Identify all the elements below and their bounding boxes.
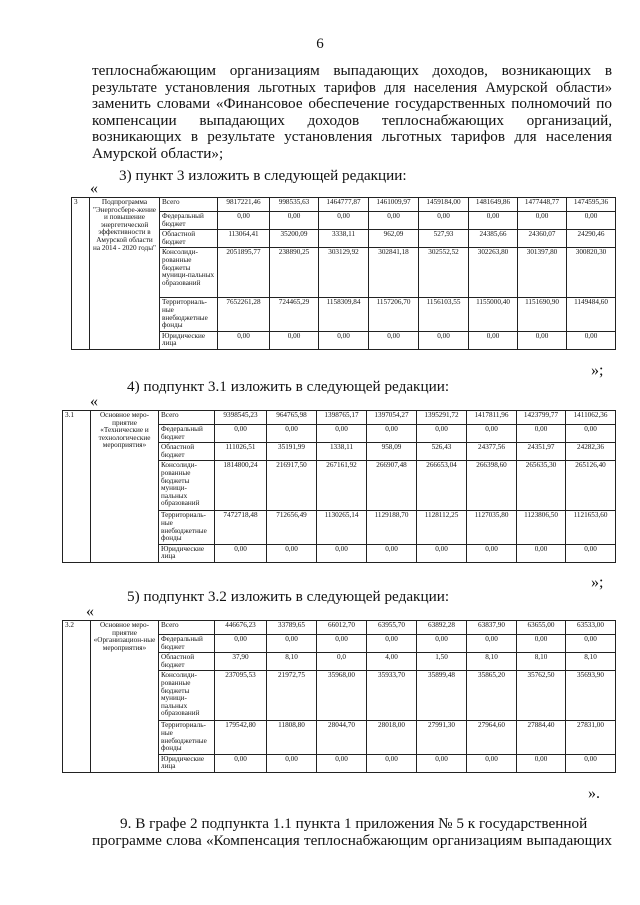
funding-value: 35762,50 [517, 671, 566, 721]
funding-value: 0,00 [218, 212, 270, 230]
funding-value: 63837,90 [467, 621, 517, 635]
funding-value: 1423799,77 [517, 411, 566, 425]
funding-value: 0,00 [267, 754, 317, 772]
funding-source-label: Территориаль-ные внебюджетные фонды [160, 298, 218, 331]
funding-source-label: Консолиди-рованные бюджеты муници-пальных образований [159, 461, 215, 511]
funding-value: 37,90 [215, 653, 267, 671]
program-name: Подпрограмма "Энергосбере-жение и повышение энергетической эффективности в Амурской области на 2014 - 2020 годы" [90, 198, 160, 350]
funding-value: 24377,56 [467, 443, 517, 461]
funding-value: 0,00 [417, 754, 467, 772]
funding-value: 958,09 [367, 443, 417, 461]
funding-value: 1129188,70 [367, 511, 417, 544]
funding-value: 1158309,84 [319, 298, 369, 331]
funding-value: 63892,28 [417, 621, 467, 635]
funding-source-label: Федеральный бюджет [159, 635, 215, 653]
funding-value: 266398,60 [467, 461, 517, 511]
funding-value: 0,00 [417, 635, 467, 653]
funding-value: 1128112,25 [417, 511, 467, 544]
funding-source-label: Всего [160, 198, 218, 212]
funding-value: 66012,70 [317, 621, 367, 635]
funding-value: 113064,41 [218, 230, 270, 248]
funding-value: 33789,65 [267, 621, 317, 635]
funding-value: 302841,18 [369, 248, 419, 298]
funding-value: 0,00 [517, 425, 566, 443]
funding-value: 2051895,77 [218, 248, 270, 298]
intro-line: Амурской области»; [92, 144, 224, 162]
funding-source-label: Юридические лица [159, 754, 215, 772]
funding-value: 8,10 [267, 653, 317, 671]
funding-value: 0,00 [369, 331, 419, 349]
funding-value: 35693,90 [566, 671, 616, 721]
funding-source-label: Областной бюджет [159, 653, 215, 671]
funding-value: 266653,04 [417, 461, 467, 511]
funding-value: 0,00 [215, 425, 267, 443]
funding-value: 962,09 [369, 230, 419, 248]
program-name: Основное меро-приятие «Организацион-ные мероприятия» [91, 621, 159, 773]
funding-value: 0,00 [215, 635, 267, 653]
funding-value: 24351,97 [517, 443, 566, 461]
funding-value: 63533,00 [566, 621, 616, 635]
funding-value: 0,00 [567, 331, 616, 349]
funding-value: 63955,70 [367, 621, 417, 635]
funding-value: 35968,00 [317, 671, 367, 721]
table-row [63, 411, 616, 425]
intro-line: возникающих в результате установления льготных тарифов для населения [92, 128, 612, 145]
funding-value: 1397054,27 [367, 411, 417, 425]
funding-value: 0,00 [517, 754, 566, 772]
funding-value: 1395291,72 [417, 411, 467, 425]
funding-value: 9817221,46 [218, 198, 270, 212]
funding-value: 266907,48 [367, 461, 417, 511]
funding-value: 7652261,28 [218, 298, 270, 331]
funding-value: 4,00 [367, 653, 417, 671]
funding-value: 35899,48 [417, 671, 467, 721]
intro-line: заменить словами «Финансовое обеспечение государственных полномочий по [92, 95, 612, 112]
funding-value: 238890,25 [270, 248, 319, 298]
funding-value: 0,00 [518, 212, 567, 230]
funding-value: 446676,23 [215, 621, 267, 635]
item4-heading: 4) подпункт 3.1 изложить в следующей редакции: [127, 378, 450, 395]
funding-source-label: Всего [159, 411, 215, 425]
funding-value: 11808,80 [267, 721, 317, 754]
funding-value: 0,00 [469, 212, 518, 230]
funding-value: 1398765,17 [317, 411, 367, 425]
funding-value: 0,00 [469, 331, 518, 349]
row-index: 3.2 [63, 621, 91, 773]
funding-value: 24282,36 [566, 443, 616, 461]
funding-value: 8,10 [467, 653, 517, 671]
row-index: 3.1 [63, 411, 91, 563]
funding-value: 237095,53 [215, 671, 267, 721]
funding-value: 724465,29 [270, 298, 319, 331]
funding-value: 1151690,90 [518, 298, 567, 331]
funding-value: 0,00 [367, 754, 417, 772]
funding-value: 35200,09 [270, 230, 319, 248]
item5-heading: 5) подпункт 3.2 изложить в следующей редакции: [127, 588, 450, 605]
funding-value: 265635,30 [517, 461, 566, 511]
funding-value: 0,00 [270, 212, 319, 230]
funding-value: 964765,98 [267, 411, 317, 425]
funding-value: 0,00 [417, 425, 467, 443]
funding-source-label: Юридические лица [160, 331, 218, 349]
quote-close-3: ». [588, 785, 600, 802]
funding-value: 0,00 [267, 425, 317, 443]
funding-value: 0,00 [566, 425, 616, 443]
quote-open-3: « [86, 603, 94, 620]
funding-value: 3338,11 [319, 230, 369, 248]
funding-source-label: Юридические лица [159, 544, 215, 562]
funding-value: 526,43 [417, 443, 467, 461]
intro-paragraph [92, 63, 612, 162]
funding-value: 0,00 [417, 544, 467, 562]
funding-value: 1127035,80 [467, 511, 517, 544]
quote-close-1: »; [591, 362, 604, 379]
intro-line: теплоснабжающим организациям выпадающих доходов, возникающих в [92, 62, 612, 79]
final-line: 9. В графе 2 подпункта 1.1 пункта 1 приложения № 5 к государственной [120, 815, 588, 832]
funding-value: 301397,80 [518, 248, 567, 298]
funding-source-label: Федеральный бюджет [160, 212, 218, 230]
funding-value: 1814800,24 [215, 461, 267, 511]
funding-value: 0,00 [566, 544, 616, 562]
final-line: программе слова «Компенсация теплоснабжающим организациям выпадающих [92, 832, 612, 849]
funding-source-label: Консолиди-рованные бюджеты муници-пальных образований [159, 671, 215, 721]
funding-value: 0,00 [267, 544, 317, 562]
funding-value: 0,00 [566, 635, 616, 653]
funding-value: 7472718,48 [215, 511, 267, 544]
funding-value: 1155000,40 [469, 298, 518, 331]
funding-value: 265126,40 [566, 461, 616, 511]
funding-value: 24360,07 [518, 230, 567, 248]
funding-value: 24385,66 [469, 230, 518, 248]
funding-value: 0,00 [517, 635, 566, 653]
item3-heading: 3) пункт 3 изложить в следующей редакции: [119, 167, 407, 184]
funding-value: 1481649,86 [469, 198, 518, 212]
funding-value: 0,0 [317, 653, 367, 671]
funding-value: 300820,30 [567, 248, 616, 298]
funding-value: 1477448,77 [518, 198, 567, 212]
table-body [63, 411, 616, 563]
funding-value: 267161,92 [317, 461, 367, 511]
funding-value: 303129,92 [319, 248, 369, 298]
table-row [63, 621, 616, 635]
funding-value: 0,00 [369, 212, 419, 230]
funding-value: 0,00 [419, 212, 469, 230]
intro-line: результате установления льготных тарифов для населения Амурской области» [92, 79, 612, 96]
funding-value: 21972,75 [267, 671, 317, 721]
funding-value: 1411062,36 [566, 411, 616, 425]
funding-table-3 [71, 197, 616, 350]
funding-value: 27884,40 [517, 721, 566, 754]
funding-value: 27991,30 [417, 721, 467, 754]
funding-value: 0,00 [467, 754, 517, 772]
funding-value: 27964,60 [467, 721, 517, 754]
quote-open-1: « [90, 180, 98, 197]
table-row [72, 198, 616, 212]
table-body [63, 621, 616, 773]
funding-value: 0,00 [317, 544, 367, 562]
funding-value: 35191,99 [267, 443, 317, 461]
funding-value: 302263,80 [469, 248, 518, 298]
funding-value: 8,10 [517, 653, 566, 671]
funding-value: 0,00 [367, 635, 417, 653]
funding-value: 0,00 [317, 754, 367, 772]
funding-value: 35933,70 [367, 671, 417, 721]
funding-value: 0,00 [419, 331, 469, 349]
funding-source-label: Областной бюджет [159, 443, 215, 461]
final-paragraph [92, 815, 612, 849]
funding-value: 0,00 [566, 754, 616, 772]
funding-value: 0,00 [567, 212, 616, 230]
funding-value: 28044,70 [317, 721, 367, 754]
funding-source-label: Областной бюджет [160, 230, 218, 248]
funding-value: 1417811,96 [467, 411, 517, 425]
funding-value: 0,00 [317, 635, 367, 653]
table-body [72, 198, 616, 350]
funding-source-label: Всего [159, 621, 215, 635]
funding-value: 1464777,87 [319, 198, 369, 212]
funding-value: 35865,20 [467, 671, 517, 721]
funding-value: 527,93 [419, 230, 469, 248]
funding-value: 0,00 [367, 544, 417, 562]
funding-value: 0,00 [319, 331, 369, 349]
funding-value: 24290,46 [567, 230, 616, 248]
funding-value: 0,00 [517, 544, 566, 562]
funding-value: 1130265,14 [317, 511, 367, 544]
funding-value: 1121653,60 [566, 511, 616, 544]
funding-value: 1459184,00 [419, 198, 469, 212]
funding-source-label: Консолиди-рованные бюджеты муници-пальных образований [160, 248, 218, 298]
funding-value: 302552,52 [419, 248, 469, 298]
funding-value: 0,00 [215, 754, 267, 772]
funding-value: 0,00 [215, 544, 267, 562]
row-index: 3 [72, 198, 90, 350]
funding-value: 111026,51 [215, 443, 267, 461]
program-name: Основное меро-приятие «Технические и технологические мероприятия» [91, 411, 159, 563]
funding-value: 0,00 [467, 544, 517, 562]
quote-open-2: « [90, 393, 98, 410]
funding-value: 28018,00 [367, 721, 417, 754]
funding-value: 0,00 [367, 425, 417, 443]
intro-line: компенсации выпадающих доходов теплоснабжающих организаций, [92, 111, 612, 129]
funding-value: 8,10 [566, 653, 616, 671]
funding-value: 0,00 [319, 212, 369, 230]
funding-value: 1338,11 [317, 443, 367, 461]
funding-value: 1156103,55 [419, 298, 469, 331]
funding-value: 27831,00 [566, 721, 616, 754]
funding-table-3-1 [62, 410, 616, 563]
funding-source-label: Федеральный бюджет [159, 425, 215, 443]
funding-value: 1,50 [417, 653, 467, 671]
funding-value: 1123806,50 [517, 511, 566, 544]
funding-value: 216917,50 [267, 461, 317, 511]
funding-value: 0,00 [267, 635, 317, 653]
funding-value: 0,00 [467, 635, 517, 653]
funding-value: 1149484,60 [567, 298, 616, 331]
quote-close-2: »; [591, 574, 604, 591]
funding-value: 998535,63 [270, 198, 319, 212]
funding-value: 9398545,23 [215, 411, 267, 425]
funding-value: 0,00 [218, 331, 270, 349]
funding-source-label: Территориаль-ные внебюджетные фонды [159, 511, 215, 544]
funding-table-3-2 [62, 620, 616, 773]
funding-value: 1157206,70 [369, 298, 419, 331]
funding-value: 63655,00 [517, 621, 566, 635]
funding-value: 0,00 [270, 331, 319, 349]
funding-value: 0,00 [467, 425, 517, 443]
funding-value: 0,00 [518, 331, 567, 349]
funding-source-label: Территориаль-ные внебюджетные фонды [159, 721, 215, 754]
funding-value: 712656,49 [267, 511, 317, 544]
funding-value: 1461009,97 [369, 198, 419, 212]
page-number: 6 [316, 36, 324, 52]
funding-value: 179542,80 [215, 721, 267, 754]
funding-value: 1474595,36 [567, 198, 616, 212]
funding-value: 0,00 [317, 425, 367, 443]
